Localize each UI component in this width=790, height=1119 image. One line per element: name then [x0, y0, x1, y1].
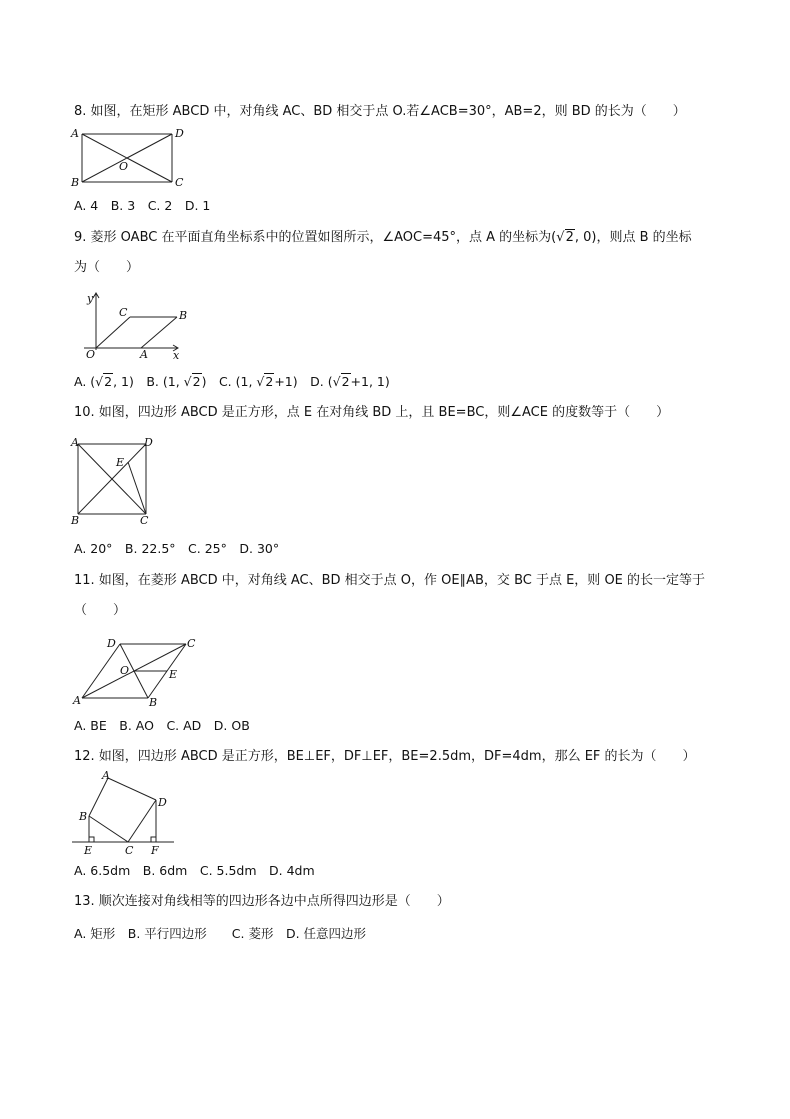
- q8-rectangle-figure: [70, 126, 190, 190]
- q10-label-B: B: [71, 514, 80, 527]
- question-12-options: A. 6.5dm B. 6dm C. 5.5dm D. 4dm: [74, 863, 315, 878]
- q9-sqrt: √2: [556, 230, 574, 245]
- question-10-options: A. 20° B. 22.5° C. 25° D. 30°: [74, 541, 280, 556]
- q10-label-E: E: [116, 456, 125, 469]
- q8-label-O: O: [119, 160, 129, 173]
- question-9-options: A. (√2, 1) B. (1, √2) C. (1, √2+1) D. (√2+1, 1): [74, 374, 390, 389]
- q8-label-A: A: [71, 127, 79, 140]
- question-9-line2: 为（ ）: [74, 260, 140, 275]
- q9-text-b: , 0)，则点 B 的坐标: [574, 230, 692, 245]
- question-8-text: 8. 如图，在矩形 ABCD 中，对角线 AC、BD 相交于点 O.若∠ACB=30°，AB=2，则 BD 的长为（ ）: [74, 104, 686, 119]
- q12-label-C: C: [125, 844, 134, 857]
- question-9-text: [74, 229, 692, 247]
- q9-label-x: x: [173, 349, 180, 362]
- q10-label-D: D: [144, 436, 153, 449]
- q11-label-A: A: [73, 694, 81, 707]
- q12-square-figure: [70, 770, 180, 858]
- question-13-options: A. 矩形 B. 平行四边形 C. 菱形 D. 任意四边形: [74, 926, 367, 941]
- q9-text-a: 9. 菱形 OABC 在平面直角坐标系中的位置如图所示，∠AOC=45°，点 A 的坐标为(: [74, 230, 557, 245]
- q9-coordinate-figure: [78, 290, 198, 362]
- q9-label-y: y: [87, 292, 94, 305]
- q11-rhombus-figure: [70, 634, 200, 712]
- question-8-options: A. 4 B. 3 C. 2 D. 1: [74, 198, 211, 213]
- q8-label-C: C: [175, 176, 184, 189]
- question-11-text: 11. 如图，在菱形 ABCD 中，对角线 AC、BD 相交于点 O，作 OE∥AB，交 BC 于点 E，则 OE 的长一定等于: [74, 573, 706, 588]
- q9-label-C: C: [119, 306, 128, 319]
- q10-label-C: C: [140, 514, 149, 527]
- question-12-text: 12. 如图，四边形 ABCD 是正方形，BE⊥EF，DF⊥EF，BE=2.5dm，DF=4dm，那么 EF 的长为（ ）: [74, 749, 696, 764]
- q8-label-D: D: [175, 127, 184, 140]
- question-13-text: 13. 顺次连接对角线相等的四边形各边中点所得四边形是（ ）: [74, 894, 450, 909]
- q9-label-A: A: [140, 348, 148, 361]
- q11-label-D: D: [107, 637, 116, 650]
- q10-square-figure: [70, 436, 170, 528]
- q12-label-A: A: [102, 769, 110, 782]
- q11-label-O: O: [120, 664, 130, 677]
- q8-label-B: B: [71, 176, 80, 189]
- q12-label-B: B: [79, 810, 88, 823]
- question-11-options: A. BE B. AO C. AD D. OB: [74, 718, 250, 733]
- q12-label-E: E: [84, 844, 93, 857]
- question-11-line2: （ ）: [74, 603, 127, 618]
- q9-label-B: B: [179, 309, 188, 322]
- q11-label-B: B: [149, 696, 158, 709]
- question-10-text: 10. 如图，四边形 ABCD 是正方形，点 E 在对角线 BD 上，且 BE=BC，则∠ACE 的度数等于（ ）: [74, 405, 670, 420]
- q10-label-A: A: [71, 436, 79, 449]
- q12-label-F: F: [151, 844, 159, 857]
- q9-label-O: O: [86, 348, 96, 361]
- q12-label-D: D: [158, 796, 167, 809]
- q11-label-C: C: [187, 637, 196, 650]
- q11-label-E: E: [169, 668, 178, 681]
